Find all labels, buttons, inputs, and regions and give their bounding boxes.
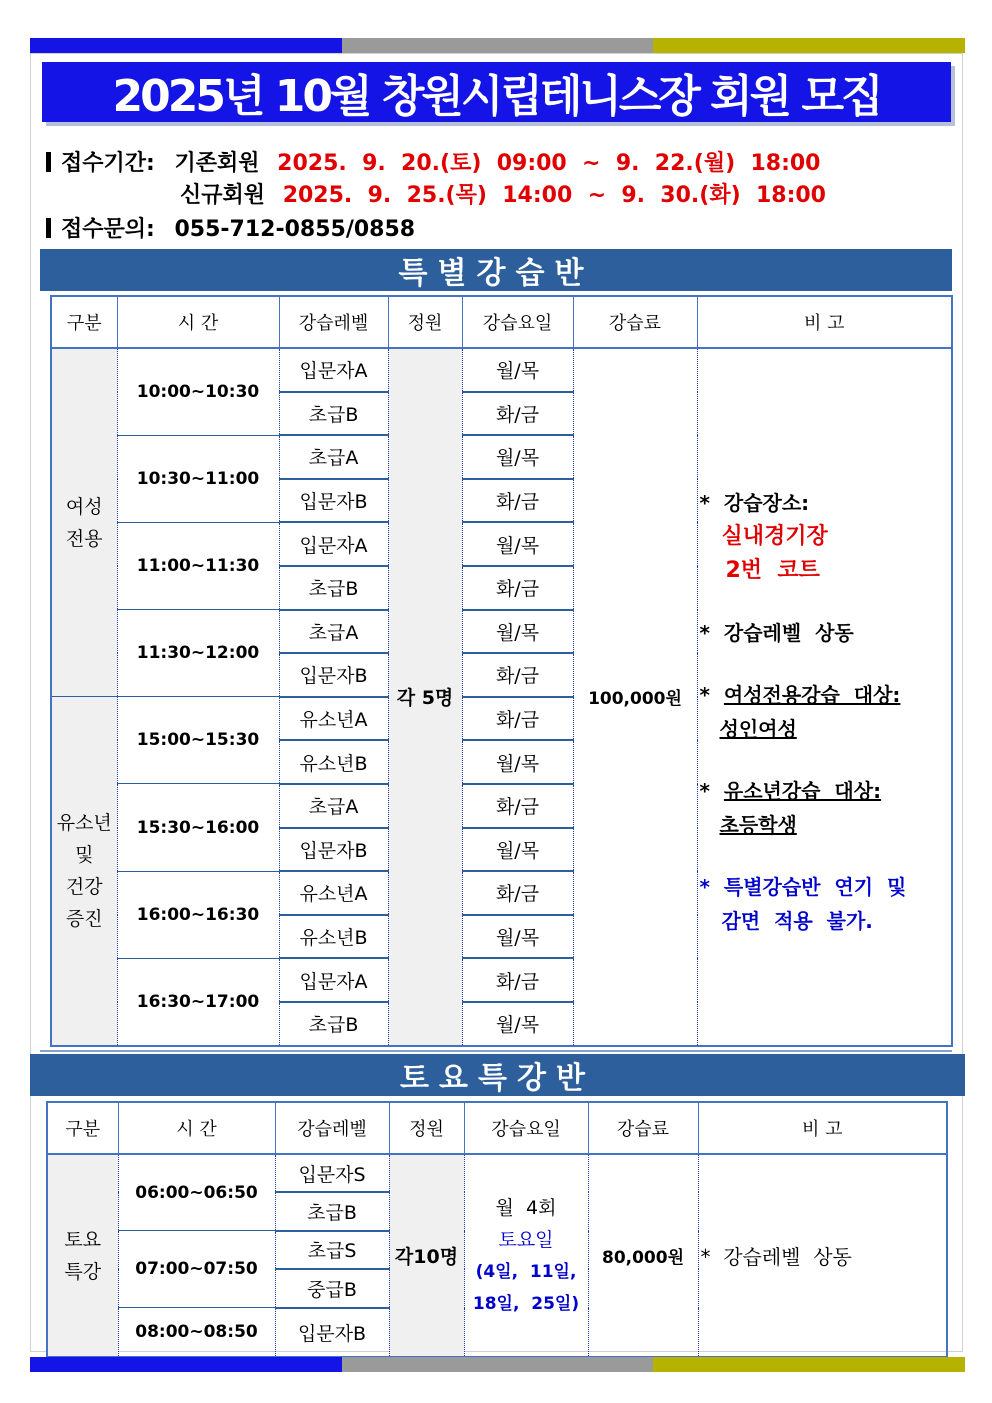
note-warning-1: * 특별강습반 연기 및 [699, 874, 907, 899]
note-warning-2: 감면 적용 불가. [721, 908, 873, 933]
existing-member-period: 2025. 9. 20.(토) 09:00 ~ 9. 22.(월) 18:00 [277, 151, 821, 176]
new-member-period: 2025. 9. 25.(목) 14:00 ~ 9. 30.(화) 18:00 [282, 183, 826, 208]
time-slot-cell: 11:00~11:30 [117, 522, 279, 609]
time-slot-cell: 10:30~11:00 [117, 435, 279, 522]
level-cell: 입문자A [279, 348, 388, 392]
title-banner [42, 62, 951, 122]
bullet-mark [46, 218, 51, 238]
header-cell: 정원 [388, 296, 462, 348]
new-member-label: 신규회원 [180, 183, 266, 208]
day-cell: 월/목 [462, 348, 573, 392]
day-cell: 화/금 [462, 479, 573, 523]
day-cell: 월/목 [462, 610, 573, 654]
note-level: * 강습레벨 상동 [699, 620, 854, 645]
note-women [700, 678, 952, 712]
header-cell: 강습요일 [462, 296, 573, 348]
level-cell: 초급B [279, 1002, 388, 1046]
note-star: * [699, 778, 710, 803]
level-cell: 유소년A [279, 697, 388, 741]
special-section-title: 특별강습반 [398, 256, 594, 291]
time-slot-cell: 06:00~06:50 [118, 1154, 275, 1231]
notes-cell [697, 348, 952, 1046]
group-women-cell: 여성 전용 [51, 348, 117, 697]
time-slot-cell: 07:00~07:50 [118, 1231, 275, 1308]
capacity-cell: 각 5명 [388, 348, 462, 1046]
note-place-label: * 강습장소: [699, 490, 810, 515]
header-cell: 정원 [389, 1102, 464, 1154]
note-youth [700, 774, 952, 808]
reception-label: 접수기간: [61, 151, 155, 176]
level-cell: 유소년B [279, 915, 388, 959]
note-star: * [699, 682, 710, 707]
day-cell: 월/목 [462, 522, 573, 566]
header-cell: 강습료 [588, 1102, 698, 1154]
special-section-heading [40, 249, 952, 291]
fee-cell: 80,000원 [588, 1154, 698, 1357]
note-place-1: 실내경기장 [721, 523, 828, 549]
time-slot-cell: 11:30~12:00 [117, 610, 279, 697]
level-cell: 입문자B [279, 653, 388, 697]
time-slot-cell: 15:30~16:00 [117, 784, 279, 871]
day-cell: 화/금 [462, 392, 573, 436]
level-cell: 중급B [275, 1269, 389, 1307]
header-cell: 비 고 [697, 296, 952, 348]
saturday-table-header [47, 1102, 947, 1154]
level-cell: 초급A [279, 784, 388, 828]
note-youth-target: 초등학생 [719, 812, 797, 837]
time-slot-cell: 08:00~08:50 [118, 1308, 275, 1358]
saturday-section-title: 토요특강반 [400, 1061, 595, 1096]
day-cell: 화/금 [462, 784, 573, 828]
note-women-target: 성인여성 [719, 716, 797, 741]
level-cell: 입문자A [279, 522, 388, 566]
time-slot-cell: 16:00~16:30 [117, 871, 279, 958]
day-cell: 월/목 [462, 915, 573, 959]
day-cell: 화/금 [462, 697, 573, 741]
level-cell: 초급A [279, 435, 388, 479]
inquiry-label: 접수문의: [61, 217, 155, 242]
day-dates-1: (4일, 11일, [475, 1261, 577, 1282]
header-cell: 비 고 [698, 1102, 947, 1154]
group-saturday-cell: 토요 특강 [47, 1154, 118, 1357]
top-color-bar [30, 38, 965, 53]
day-weekday: 토요일 [498, 1228, 554, 1251]
level-cell: 초급B [275, 1192, 389, 1230]
bottom-color-bar [30, 1357, 965, 1372]
saturday-class-table [46, 1101, 948, 1358]
day-cell: 월/목 [462, 435, 573, 479]
day-cell: 화/금 [462, 871, 573, 915]
existing-member-label: 기존회원 [174, 151, 260, 176]
header-cell: 구분 [51, 296, 117, 348]
level-cell: 유소년A [279, 871, 388, 915]
day-cell: 월/목 [462, 828, 573, 872]
day-cell: 월/목 [462, 1002, 573, 1046]
group-youth-cell: 유소년 및 건강 증진 [51, 697, 117, 1046]
day-cell [464, 1154, 588, 1357]
day-dates-2: 18일, 25일) [472, 1293, 580, 1314]
fee-cell: 100,000원 [573, 348, 697, 1046]
page-title: 2025년 10월 창원시립테니스장 회원 모집 [112, 71, 881, 122]
header-cell: 강습레벨 [279, 296, 388, 348]
level-cell: 입문자S [275, 1154, 389, 1192]
inquiry-line [46, 212, 415, 243]
level-cell: 입문자B [279, 479, 388, 523]
special-class-table [50, 295, 953, 1047]
section-divider [40, 1050, 952, 1052]
header-cell: 시 간 [117, 296, 279, 348]
level-cell: 유소년B [279, 740, 388, 784]
note-youth-label: 유소년강습 대상: [723, 778, 882, 803]
level-cell: 입문자B [279, 828, 388, 872]
bullet-mark [46, 152, 51, 172]
inquiry-phone: 055-712-0855/0858 [174, 217, 416, 242]
table-row [51, 348, 952, 392]
notes-cell: * 강습레벨 상동 [700, 1245, 852, 1270]
table-row [47, 1154, 947, 1192]
level-cell: 초급B [279, 392, 388, 436]
header-cell: 강습레벨 [275, 1102, 389, 1154]
note-women-label: 여성전용강습 대상: [723, 682, 901, 707]
reception-existing-line [46, 146, 820, 177]
capacity-cell: 각10명 [389, 1154, 464, 1357]
special-table-header [51, 296, 952, 348]
note-place-2: 2번 코트 [725, 557, 820, 583]
header-cell: 구분 [47, 1102, 118, 1154]
level-cell: 초급S [275, 1231, 389, 1269]
level-cell: 초급B [279, 566, 388, 610]
time-slot-cell: 16:30~17:00 [117, 958, 279, 1045]
level-cell: 초급A [279, 610, 388, 654]
header-cell: 시 간 [118, 1102, 275, 1154]
saturday-section-heading [30, 1054, 965, 1096]
reception-new-line [180, 178, 826, 209]
day-count: 월 4회 [495, 1196, 557, 1219]
time-slot-cell: 10:00~10:30 [117, 348, 279, 435]
time-slot-cell: 15:00~15:30 [117, 697, 279, 784]
level-cell: 입문자A [279, 958, 388, 1002]
level-cell: 입문자B [275, 1308, 389, 1358]
day-cell: 월/목 [462, 740, 573, 784]
day-cell: 화/금 [462, 958, 573, 1002]
day-cell: 화/금 [462, 653, 573, 697]
day-cell: 화/금 [462, 566, 573, 610]
header-cell: 강습요일 [464, 1102, 588, 1154]
header-cell: 강습료 [573, 296, 697, 348]
